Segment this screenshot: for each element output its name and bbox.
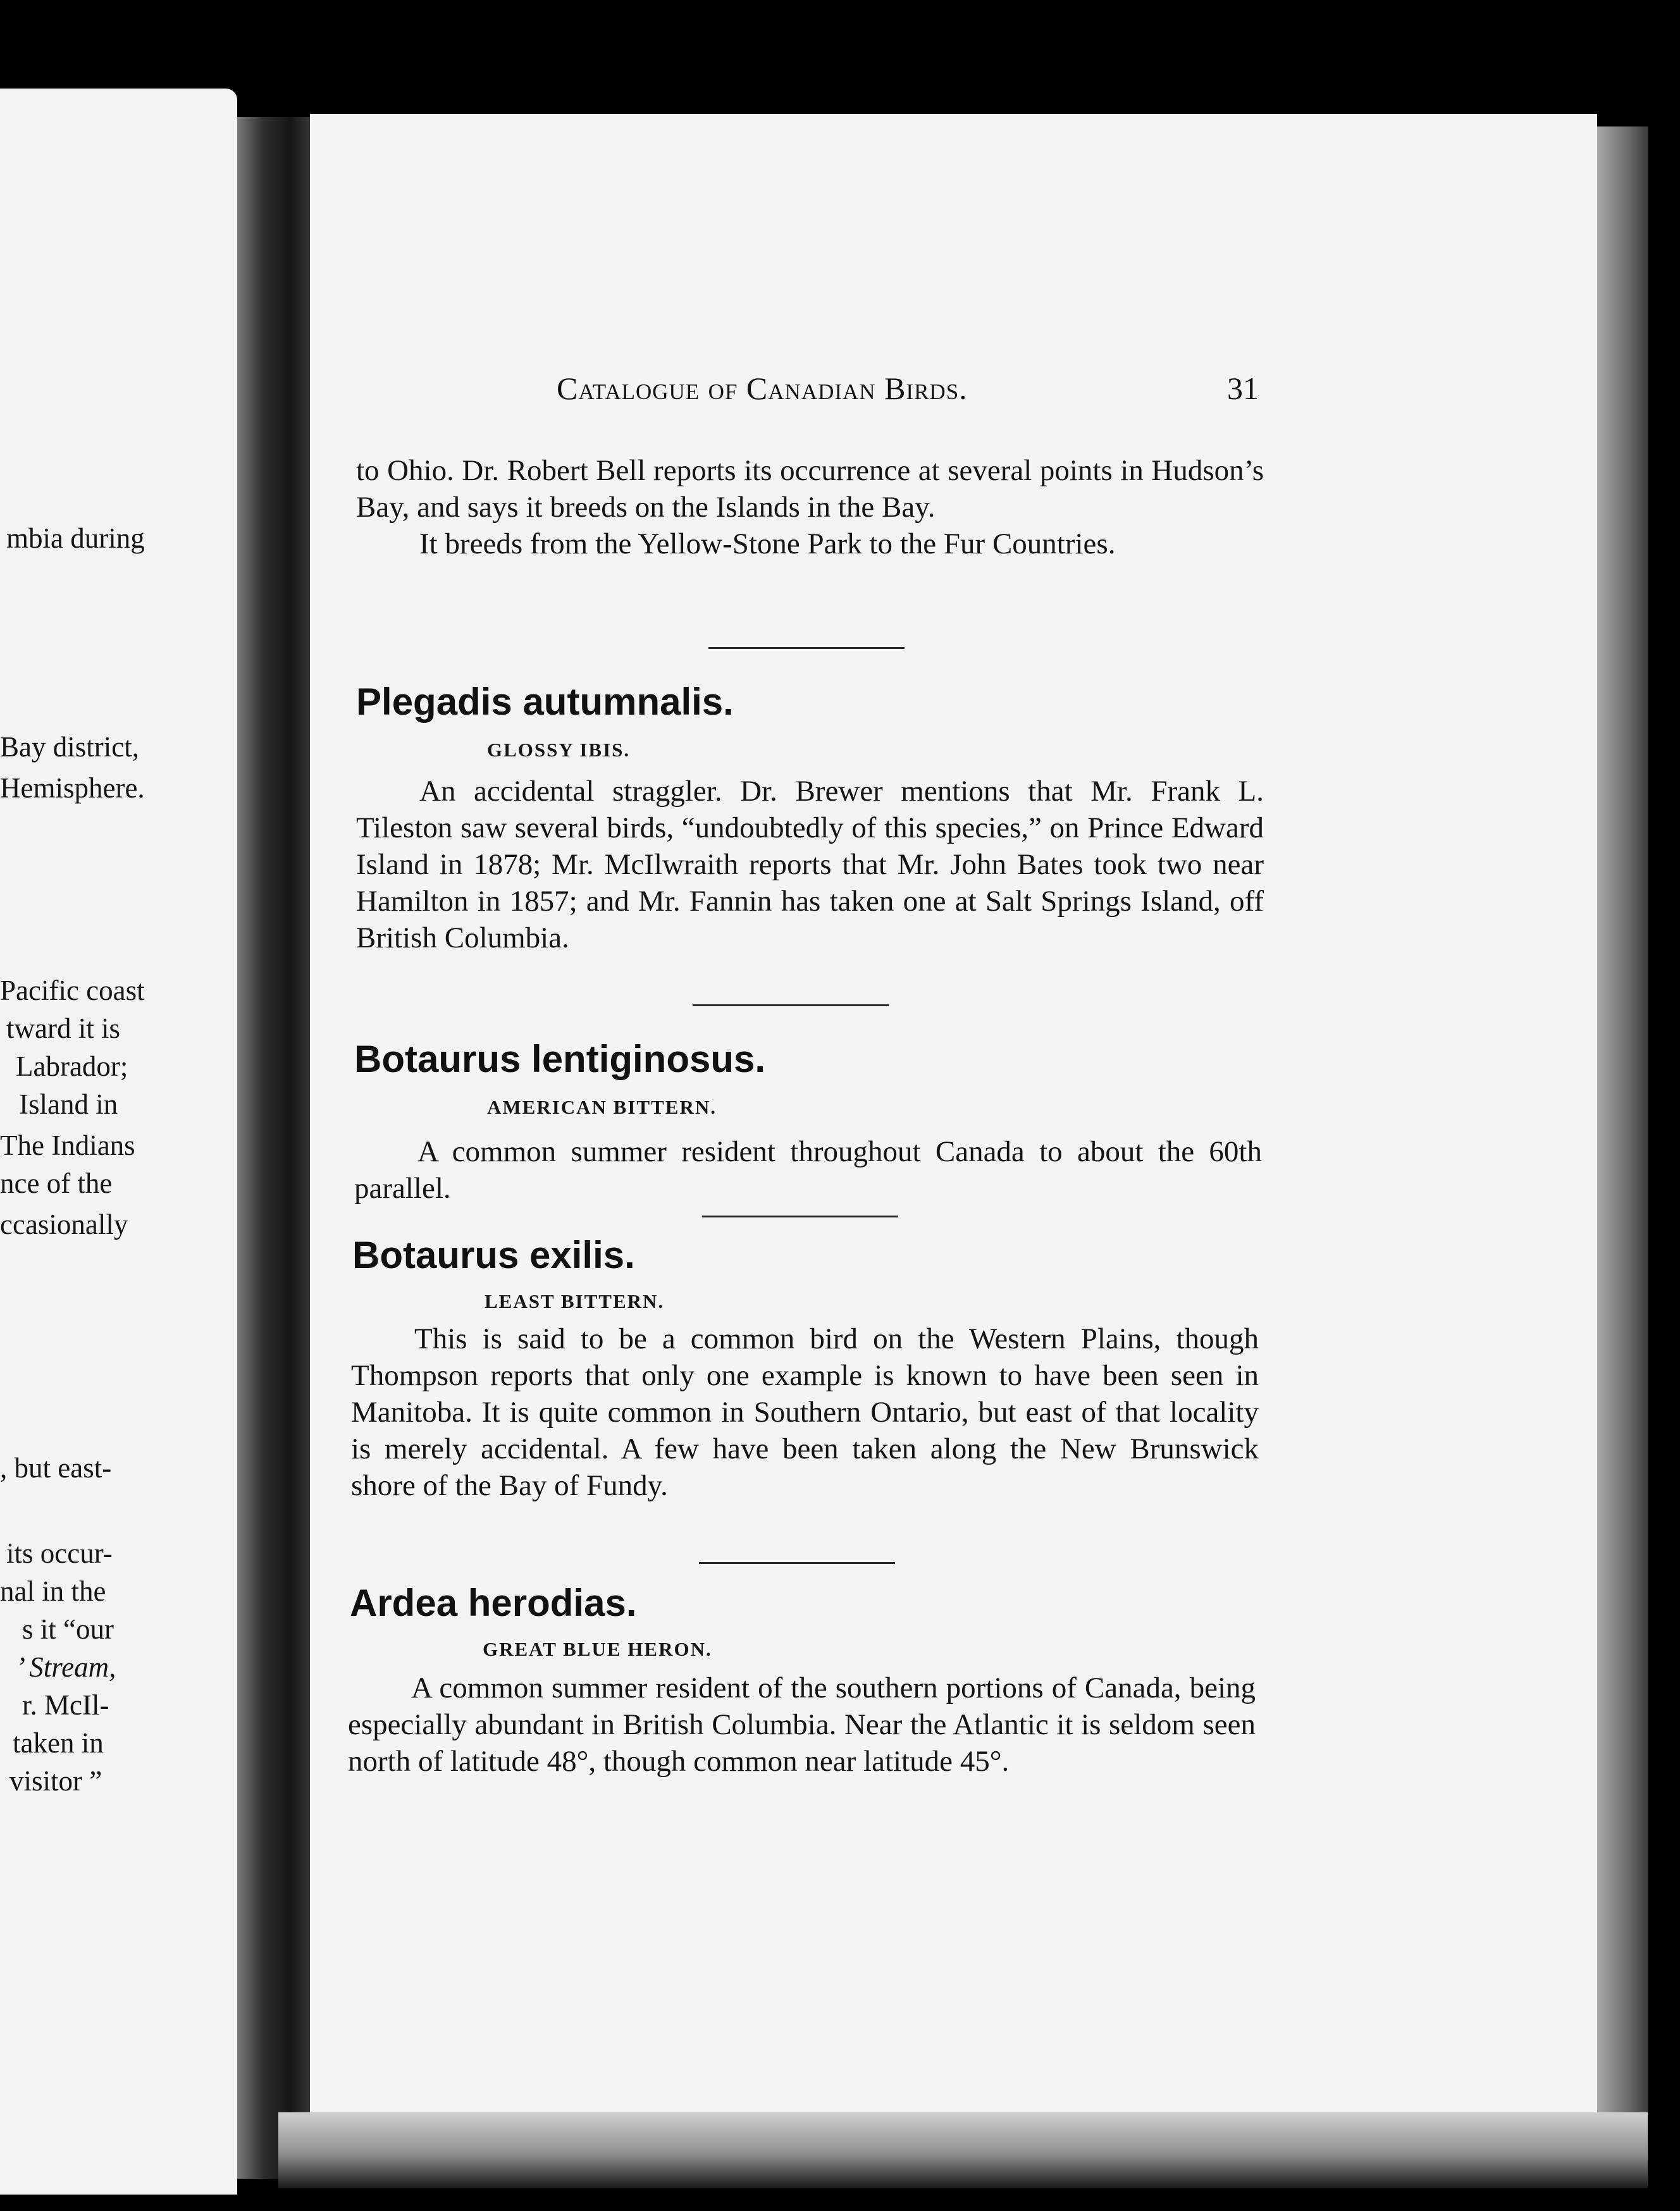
common-name: AMERICAN BITTERN. — [487, 1096, 717, 1118]
intro-text — [356, 452, 1264, 562]
common-name: GLOSSY IBIS. — [487, 739, 631, 761]
left-page-fragment: Bay district, — [0, 731, 139, 763]
left-page-fragment: ccasionally — [0, 1209, 128, 1240]
common-name: GREAT BLUE HERON. — [483, 1638, 712, 1660]
left-page-fragment: tward it is — [6, 1013, 120, 1044]
left-page-fragment: nce of the — [0, 1167, 113, 1199]
page-bottom-shadow — [278, 2112, 1648, 2188]
left-page-fragment: , but east- — [0, 1452, 112, 1484]
intro-paragraph: It breeds from the Yellow-Stone Park to the Fur Countries. — [419, 527, 1116, 560]
left-page-fragment: The Indians — [0, 1130, 135, 1161]
left-page-fragment: Labrador; — [16, 1050, 128, 1082]
book-gutter — [237, 117, 313, 2179]
entry-paragraph: An accidental straggler. Dr. Brewer mentions that Mr. Frank L. Tileston saw several birds, “undoubtedly of this species,” on Prince Edward Island in 1878; Mr. McIlwraith reports that Mr. John Bates took two near Hamilton in 1857; and Mr. Fannin has taken one at Salt Springs Island, off British Columbia. — [356, 775, 1264, 954]
species-name: Plegadis autumnalis. — [356, 681, 734, 723]
entry-paragraph: A common summer resident of the southern portions of Canada, being especially abundant in British Columbia. Near the Atlantic it is seldom seen north of latitude 48°, though common near latitude 45°. — [348, 1672, 1256, 1778]
entry-paragraph: A common summer resident throughout Canada to about the 60th parallel. — [354, 1135, 1262, 1205]
section-divider — [708, 647, 905, 649]
entry-text — [356, 773, 1264, 956]
left-page-fragment: Island in — [19, 1088, 118, 1120]
section-divider — [699, 1562, 895, 1564]
left-page-fragment: Hemisphere. — [0, 772, 145, 804]
left-page-fragment: mbia during — [6, 522, 145, 554]
species-name: Ardea herodias. — [350, 1582, 637, 1624]
left-page-fragment: visitor ” — [9, 1765, 102, 1797]
entry-paragraph: This is said to be a common bird on the Western Plains, though Thompson reports that only one example is known to have been seen in Manitoba. It is quite common in Southern Ontario, but east of that locality is merely accidental. A few have been taken along the New Brunswick shore of the Bay of Fundy. — [351, 1322, 1259, 1502]
page-number: 31 — [1227, 371, 1259, 406]
entry-text — [351, 1321, 1259, 1504]
entry-text — [348, 1670, 1256, 1780]
page-edge — [1597, 126, 1648, 2112]
running-header: Catalogue of Canadian Birds. — [557, 371, 968, 406]
left-page-fragment: r. McIl- — [22, 1689, 109, 1721]
common-name: LEAST BITTERN. — [485, 1290, 665, 1312]
left-page-fragment: Pacific coast — [0, 975, 145, 1006]
left-page-fragment: its occur- — [6, 1537, 113, 1569]
section-divider — [693, 1004, 889, 1006]
left-page-fragment: ’ Stream, — [16, 1651, 116, 1683]
left-page-fragment: nal in the — [0, 1575, 106, 1607]
intro-paragraph: to Ohio. Dr. Robert Bell reports its occurrence at several points in Hudson’s Bay, and says it breeds on the Islands in the Bay. — [356, 454, 1264, 524]
entry-text — [354, 1133, 1262, 1207]
section-divider — [702, 1216, 898, 1217]
left-page-fragment: s it “our — [22, 1613, 114, 1645]
left-page-fragment: taken in — [13, 1727, 104, 1759]
species-name: Botaurus exilis. — [352, 1234, 635, 1276]
species-name: Botaurus lentiginosus. — [354, 1038, 766, 1080]
